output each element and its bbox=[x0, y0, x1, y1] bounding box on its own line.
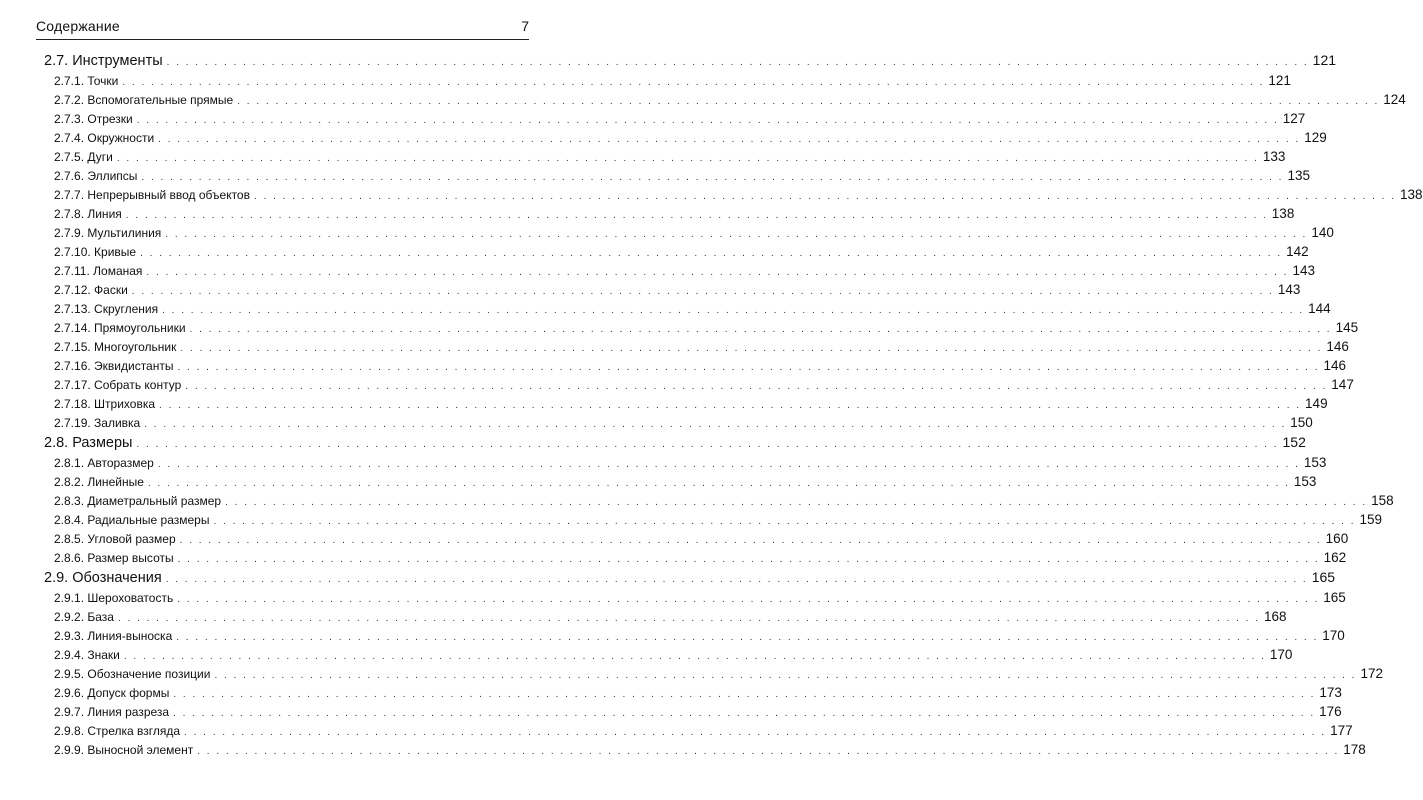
dot-leader: . . . . . . . . . . . . . . . . . . . . . . . . . . . . . . . . . . . . . . . . . . . . . . . . . . . . . . . . . . . . . . . . . . . . . . . . . . . . . . . . . . . . . . . . . . . . . . . . . . . . . . . . . . . . . . . . . . . . . . . . bbox=[177, 362, 1320, 373]
toc-entry-label: 2.9.1. Шероховатость bbox=[54, 591, 174, 605]
toc-entry-label: 2.9.6. Допуск формы bbox=[54, 686, 170, 700]
running-title: Содержание bbox=[36, 18, 120, 34]
toc-subsection-entry bbox=[0, 666, 1383, 685]
toc-entry-page: 129 bbox=[1304, 130, 1327, 145]
toc-entry-page: 160 bbox=[1325, 531, 1349, 546]
toc-subsection-entry bbox=[0, 282, 1301, 301]
toc-entry-page: 153 bbox=[1293, 474, 1317, 489]
dot-leader: . . . . . . . . . . . . . . . . . . . . . . . . . . . . . . . . . . . . . . . . . . . . . . . . . . . . . . . . . . . . . . . . . . . . . . . . . . . . . . . . . . . . . . . . . . . . . . . . . . . . . . . . . . . . . . . . . . . . . . . . bbox=[213, 516, 1356, 527]
toc-entry-label: 2.9.8. Стрелка взгляда bbox=[54, 724, 181, 738]
dot-leader: . . . . . . . . . . . . . . . . . . . . . . . . . . . . . . . . . . . . . . . . . . . . . . . . . . . . . . . . . . . . . . . . . . . . . . . . . . . . . . . . . . . . . . . . . . . . . . . . . . . . . . . . . . . . . . . . . . . . . . . . bbox=[147, 478, 1290, 489]
dot-leader: . . . . . . . . . . . . . . . . . . . . . . . . . . . . . . . . . . . . . . . . . . . . . . . . . . . . . . . . . . . . . . . . . . . . . . . . . . . . . . . . . . . . . . . . . . . . . . . . . . . . . . . . . . . . . . . . . . . . . . . . bbox=[225, 497, 1368, 508]
toc-entry-label: 2.7.14. Прямоугольники bbox=[54, 321, 186, 335]
toc-subsection-entry bbox=[0, 301, 1331, 320]
toc-entry-label: 2.9.4. Знаки bbox=[54, 648, 120, 662]
page-number: 7 bbox=[521, 18, 529, 34]
toc-entry-line bbox=[54, 149, 1286, 164]
toc-entry-label: 2.7. Инструменты bbox=[44, 53, 163, 69]
toc-entry-page: 172 bbox=[1360, 666, 1383, 681]
dot-leader: . . . . . . . . . . . . . . . . . . . . . . . . . . . . . . . . . . . . . . . . . . . . . . . . . . . . . . . . . . . . . . . . . . . . . . . . . . . . . . . . . . . . . . . . . . . . . . . . . . . . . . . . . . . . . . . . . . . . . . . . bbox=[214, 670, 1357, 681]
toc-entry-label: 2.7.18. Штриховка bbox=[54, 397, 156, 411]
toc-subsection-entry bbox=[0, 92, 1406, 111]
dot-leader: . . . . . . . . . . . . . . . . . . . . . . . . . . . . . . . . . . . . . . . . . . . . . . . . . . . . . . . . . . . . . . . . . . . . . . . . . . . . . . . . . . . . . . . . . . . . . . . . . . . . . . . . . . . . . . . . . . . . . . . . bbox=[166, 57, 1309, 68]
dot-leader: . . . . . . . . . . . . . . . . . . . . . . . . . . . . . . . . . . . . . . . . . . . . . . . . . . . . . . . . . . . . . . . . . . . . . . . . . . . . . . . . . . . . . . . . . . . . . . . . . . . . . . . . . . . . . . . . . . . . . . . . bbox=[179, 535, 1322, 546]
toc-subsection-entry bbox=[0, 455, 1327, 474]
toc-entry-line bbox=[54, 628, 1345, 643]
toc-entry-label: 2.8.6. Размер высоты bbox=[54, 551, 174, 565]
dot-leader: . . . . . . . . . . . . . . . . . . . . . . . . . . . . . . . . . . . . . . . . . . . . . . . . . . . . . . . . . . . . . . . . . . . . . . . . . . . . . . . . . . . . . . . . . . . . . . . . . . . . . . . . . . . . . . . . . . . . . . . . bbox=[184, 727, 1327, 738]
toc-entry-page: 165 bbox=[1311, 569, 1336, 585]
toc-entry-page: 149 bbox=[1305, 396, 1328, 411]
toc-section-entry bbox=[0, 434, 1306, 455]
toc-subsection-entry bbox=[0, 149, 1286, 168]
toc-entry-line bbox=[54, 73, 1291, 88]
toc-entry-page: 143 bbox=[1292, 263, 1315, 278]
toc-subsection-entry bbox=[0, 187, 1423, 206]
toc-entry-label: 2.8. Размеры bbox=[44, 435, 133, 451]
toc-subsection-entry bbox=[0, 628, 1345, 647]
toc-entry-line bbox=[54, 92, 1406, 107]
toc-entry-page: 159 bbox=[1359, 512, 1383, 527]
toc-entry-label: 2.8.2. Линейные bbox=[54, 475, 144, 489]
toc-subsection-entry bbox=[0, 512, 1383, 531]
toc-subsection-entry bbox=[0, 415, 1313, 434]
toc-subsection-entry bbox=[0, 474, 1317, 493]
toc-entry-line bbox=[54, 550, 1347, 565]
toc-section-entry bbox=[0, 52, 1337, 73]
toc-subsection-entry bbox=[0, 609, 1287, 628]
toc-entry-page: 146 bbox=[1323, 358, 1347, 373]
toc-subsection-entry bbox=[0, 723, 1353, 742]
toc-entry-line bbox=[54, 320, 1359, 335]
toc-entry-label: 2.7.19. Заливка bbox=[54, 416, 141, 430]
toc-entry-page: 170 bbox=[1269, 647, 1293, 662]
dot-leader: . . . . . . . . . . . . . . . . . . . . . . . . . . . . . . . . . . . . . . . . . . . . . . . . . . . . . . . . . . . . . . . . . . . . . . . . . . . . . . . . . . . . . . . . . . . . . . . . . . . . . . . . . . . . . . . . . . . . . . . . bbox=[159, 400, 1302, 411]
toc-entry-page: 145 bbox=[1335, 320, 1359, 335]
toc-entry-page: 173 bbox=[1319, 685, 1342, 700]
toc-entry-page: 127 bbox=[1282, 111, 1306, 126]
toc-subsection-entry bbox=[0, 358, 1347, 377]
toc-entry-page: 121 bbox=[1312, 52, 1337, 68]
toc-entry-label: 2.8.1. Авторазмер bbox=[54, 456, 154, 470]
toc-entry-page: 124 bbox=[1383, 92, 1406, 107]
page-header bbox=[36, 14, 529, 40]
dot-leader: . . . . . . . . . . . . . . . . . . . . . . . . . . . . . . . . . . . . . . . . . . . . . . . . . . . . . . . . . . . . . . . . . . . . . . . . . . . . . . . . . . . . . . . . . . . . . . . . . . . . . . . . . . . . . . . . . . . . . . . . bbox=[122, 77, 1265, 88]
toc-entry-line bbox=[54, 377, 1354, 392]
toc-entry-line bbox=[54, 512, 1383, 527]
toc-entry-page: 165 bbox=[1323, 590, 1346, 605]
toc-entry-label: 2.7.4. Окружности bbox=[54, 131, 155, 145]
dot-leader: . . . . . . . . . . . . . . . . . . . . . . . . . . . . . . . . . . . . . . . . . . . . . . . . . . . . . . . . . . . . . . . . . . . . . . . . . . . . . . . . . . . . . . . . . . . . . . . . . . . . . . . . . . . . . . . . . . . . . . . . bbox=[117, 613, 1260, 624]
dot-leader: . . . . . . . . . . . . . . . . . . . . . . . . . . . . . . . . . . . . . . . . . . . . . . . . . . . . . . . . . . . . . . . . . . . . . . . . . . . . . . . . . . . . . . . . . . . . . . . . . . . . . . . . . . . . . . . . . . . . . . . . bbox=[237, 96, 1380, 107]
dot-leader: . . . . . . . . . . . . . . . . . . . . . . . . . . . . . . . . . . . . . . . . . . . . . . . . . . . . . . . . . . . . . . . . . . . . . . . . . . . . . . . . . . . . . . . . . . . . . . . . . . . . . . . . . . . . . . . . . . . . . . . . bbox=[141, 172, 1284, 183]
toc-entry-page: 133 bbox=[1262, 149, 1286, 164]
toc-entry-line bbox=[54, 493, 1394, 508]
toc-entry-label: 2.9.9. Выносной элемент bbox=[54, 743, 194, 757]
toc-subsection-entry bbox=[0, 531, 1349, 550]
toc-entry-label: 2.7.8. Линия bbox=[54, 207, 122, 221]
toc-entry-line bbox=[54, 187, 1423, 202]
toc-entry-line bbox=[54, 244, 1309, 259]
toc-entry-line bbox=[54, 685, 1342, 700]
dot-leader: . . . . . . . . . . . . . . . . . . . . . . . . . . . . . . . . . . . . . . . . . . . . . . . . . . . . . . . . . . . . . . . . . . . . . . . . . . . . . . . . . . . . . . . . . . . . . . . . . . . . . . . . . . . . . . . . . . . . . . . . bbox=[197, 746, 1340, 757]
toc-entry-line bbox=[54, 742, 1366, 757]
toc-entry-page: 140 bbox=[1311, 225, 1334, 240]
toc-entry-line bbox=[54, 206, 1295, 221]
toc-entry-label: 2.7.9. Мультилиния bbox=[54, 226, 162, 240]
toc-entry-label: 2.7.6. Эллипсы bbox=[54, 169, 138, 183]
toc-entry-label: 2.8.4. Радиальные размеры bbox=[54, 513, 210, 527]
toc-entry-label: 2.8.5. Угловой размер bbox=[54, 532, 176, 546]
toc-entry-line bbox=[44, 52, 1337, 69]
dot-leader: . . . . . . . . . . . . . . . . . . . . . . . . . . . . . . . . . . . . . . . . . . . . . . . . . . . . . . . . . . . . . . . . . . . . . . . . . . . . . . . . . . . . . . . . . . . . . . . . . . . . . . . . . . . . . . . . . . . . . . . . bbox=[123, 651, 1266, 662]
toc-entry-label: 2.7.15. Многоугольник bbox=[54, 340, 177, 354]
toc-entry-line bbox=[54, 358, 1347, 373]
toc-entry-page: 162 bbox=[1323, 550, 1347, 565]
toc-entry-page: 135 bbox=[1287, 168, 1310, 183]
toc-entry-label: 2.9.7. Линия разреза bbox=[54, 705, 170, 719]
toc-entry-label: 2.9.3. Линия-выноска bbox=[54, 629, 173, 643]
dot-leader: . . . . . . . . . . . . . . . . . . . . . . . . . . . . . . . . . . . . . . . . . . . . . . . . . . . . . . . . . . . . . . . . . . . . . . . . . . . . . . . . . . . . . . . . . . . . . . . . . . . . . . . . . . . . . . . . . . . . . . . . bbox=[116, 153, 1259, 164]
toc-entry-page: 143 bbox=[1277, 282, 1301, 297]
toc-entry-page: 138 bbox=[1400, 187, 1423, 202]
toc-subsection-entry bbox=[0, 590, 1346, 609]
toc-subsection-entry bbox=[0, 263, 1315, 282]
toc-subsection-entry bbox=[0, 493, 1394, 512]
dot-leader: . . . . . . . . . . . . . . . . . . . . . . . . . . . . . . . . . . . . . . . . . . . . . . . . . . . . . . . . . . . . . . . . . . . . . . . . . . . . . . . . . . . . . . . . . . . . . . . . . . . . . . . . . . . . . . . . . . . . . . . . bbox=[189, 324, 1332, 335]
toc-entry-label: 2.9.2. База bbox=[54, 610, 114, 624]
dot-leader: . . . . . . . . . . . . . . . . . . . . . . . . . . . . . . . . . . . . . . . . . . . . . . . . . . . . . . . . . . . . . . . . . . . . . . . . . . . . . . . . . . . . . . . . . . . . . . . . . . . . . . . . . . . . . . . . . . . . . . . . bbox=[173, 689, 1316, 700]
dot-leader: . . . . . . . . . . . . . . . . . . . . . . . . . . . . . . . . . . . . . . . . . . . . . . . . . . . . . . . . . . . . . . . . . . . . . . . . . . . . . . . . . . . . . . . . . . . . . . . . . . . . . . . . . . . . . . . . . . . . . . . . bbox=[144, 419, 1287, 430]
toc-entry-label: 2.7.17. Собрать контур bbox=[54, 378, 182, 392]
toc-subsection-entry bbox=[0, 244, 1309, 263]
toc-entry-label: 2.9.5. Обозначение позиции bbox=[54, 667, 211, 681]
toc-entry-line bbox=[44, 434, 1306, 451]
toc-entry-line bbox=[54, 647, 1293, 662]
dot-leader: . . . . . . . . . . . . . . . . . . . . . . . . . . . . . . . . . . . . . . . . . . . . . . . . . . . . . . . . . . . . . . . . . . . . . . . . . . . . . . . . . . . . . . . . . . . . . . . . . . . . . . . . . . . . . . . . . . . . . . . . bbox=[162, 305, 1305, 316]
toc-entry-line bbox=[54, 225, 1334, 240]
dot-leader: . . . . . . . . . . . . . . . . . . . . . . . . . . . . . . . . . . . . . . . . . . . . . . . . . . . . . . . . . . . . . . . . . . . . . . . . . . . . . . . . . . . . . . . . . . . . . . . . . . . . . . . . . . . . . . . . . . . . . . . . bbox=[157, 459, 1300, 470]
toc-entry-line bbox=[44, 569, 1336, 586]
toc-entry-page: 168 bbox=[1263, 609, 1287, 624]
toc-entry-line bbox=[54, 609, 1287, 624]
toc-subsection-entry bbox=[0, 130, 1327, 149]
toc-entry-label: 2.7.2. Вспомогательные прямые bbox=[54, 93, 234, 107]
toc-entry-line bbox=[54, 474, 1317, 489]
toc-entry-page: 177 bbox=[1330, 723, 1353, 738]
toc-entry-page: 138 bbox=[1271, 206, 1295, 221]
toc-entry-line bbox=[54, 339, 1349, 354]
toc-entry-page: 146 bbox=[1326, 339, 1349, 354]
toc-entry-label: 2.7.1. Точки bbox=[54, 74, 119, 88]
toc-entry-line bbox=[54, 130, 1327, 145]
toc-entry-page: 178 bbox=[1343, 742, 1366, 757]
toc-entry-label: 2.7.13. Скругления bbox=[54, 302, 159, 316]
toc-entry-line bbox=[54, 704, 1342, 719]
toc-subsection-entry bbox=[0, 339, 1349, 358]
toc-subsection-entry bbox=[0, 704, 1342, 723]
dot-leader: . . . . . . . . . . . . . . . . . . . . . . . . . . . . . . . . . . . . . . . . . . . . . . . . . . . . . . . . . . . . . . . . . . . . . . . . . . . . . . . . . . . . . . . . . . . . . . . . . . . . . . . . . . . . . . . . . . . . . . . . bbox=[253, 191, 1397, 202]
toc-entry-page: 150 bbox=[1290, 415, 1313, 430]
toc-entry-label: 2.7.12. Фаски bbox=[54, 283, 128, 297]
dot-leader: . . . . . . . . . . . . . . . . . . . . . . . . . . . . . . . . . . . . . . . . . . . . . . . . . . . . . . . . . . . . . . . . . . . . . . . . . . . . . . . . . . . . . . . . . . . . . . . . . . . . . . . . . . . . . . . . . . . . . . . . bbox=[165, 229, 1308, 240]
toc-entry-label: 2.7.11. Ломаная bbox=[54, 264, 143, 278]
toc-entry-line bbox=[54, 168, 1310, 183]
dot-leader: . . . . . . . . . . . . . . . . . . . . . . . . . . . . . . . . . . . . . . . . . . . . . . . . . . . . . . . . . . . . . . . . . . . . . . . . . . . . . . . . . . . . . . . . . . . . . . . . . . . . . . . . . . . . . . . . . . . . . . . . bbox=[185, 381, 1328, 392]
toc-entry-page: 144 bbox=[1308, 301, 1331, 316]
toc-entry-label: 2.9. Обозначения bbox=[44, 570, 162, 586]
toc-entry-line bbox=[54, 455, 1327, 470]
toc-subsection-entry bbox=[0, 73, 1291, 92]
header-rule bbox=[36, 39, 529, 40]
toc-section-entry bbox=[0, 569, 1336, 590]
toc-entry-line bbox=[54, 531, 1349, 546]
toc-entry-page: 152 bbox=[1282, 434, 1306, 450]
dot-leader: . . . . . . . . . . . . . . . . . . . . . . . . . . . . . . . . . . . . . . . . . . . . . . . . . . . . . . . . . . . . . . . . . . . . . . . . . . . . . . . . . . . . . . . . . . . . . . . . . . . . . . . . . . . . . . . . . . . . . . . . bbox=[173, 708, 1316, 719]
dot-leader: . . . . . . . . . . . . . . . . . . . . . . . . . . . . . . . . . . . . . . . . . . . . . . . . . . . . . . . . . . . . . . . . . . . . . . . . . . . . . . . . . . . . . . . . . . . . . . . . . . . . . . . . . . . . . . . . . . . . . . . . bbox=[180, 343, 1323, 354]
toc-entry-line bbox=[54, 301, 1331, 316]
toc-entry-line bbox=[54, 282, 1301, 297]
dot-leader: . . . . . . . . . . . . . . . . . . . . . . . . . . . . . . . . . . . . . . . . . . . . . . . . . . . . . . . . . . . . . . . . . . . . . . . . . . . . . . . . . . . . . . . . . . . . . . . . . . . . . . . . . . . . . . . . . . . . . . . . bbox=[125, 210, 1268, 221]
dot-leader: . . . . . . . . . . . . . . . . . . . . . . . . . . . . . . . . . . . . . . . . . . . . . . . . . . . . . . . . . . . . . . . . . . . . . . . . . . . . . . . . . . . . . . . . . . . . . . . . . . . . . . . . . . . . . . . . . . . . . . . . bbox=[131, 286, 1274, 297]
table-of-contents bbox=[0, 52, 1423, 761]
toc-entry-page: 142 bbox=[1286, 244, 1309, 259]
toc-entry-line bbox=[54, 666, 1383, 681]
toc-entry-page: 170 bbox=[1322, 628, 1345, 643]
toc-subsection-entry bbox=[0, 377, 1354, 396]
toc-entry-label: 2.7.7. Непрерывный ввод объектов bbox=[54, 188, 250, 202]
dot-leader: . . . . . . . . . . . . . . . . . . . . . . . . . . . . . . . . . . . . . . . . . . . . . . . . . . . . . . . . . . . . . . . . . . . . . . . . . . . . . . . . . . . . . . . . . . . . . . . . . . . . . . . . . . . . . . . . . . . . . . . . bbox=[136, 439, 1279, 450]
toc-entry-page: 147 bbox=[1331, 377, 1354, 392]
toc-entry-line bbox=[54, 396, 1328, 411]
toc-entry-label: 2.7.3. Отрезки bbox=[54, 112, 133, 126]
toc-subsection-entry bbox=[0, 550, 1347, 569]
toc-subsection-entry bbox=[0, 206, 1295, 225]
toc-subsection-entry bbox=[0, 111, 1306, 130]
dot-leader: . . . . . . . . . . . . . . . . . . . . . . . . . . . . . . . . . . . . . . . . . . . . . . . . . . . . . . . . . . . . . . . . . . . . . . . . . . . . . . . . . . . . . . . . . . . . . . . . . . . . . . . . . . . . . . . . . . . . . . . . bbox=[136, 115, 1279, 126]
toc-subsection-entry bbox=[0, 742, 1366, 761]
dot-leader: . . . . . . . . . . . . . . . . . . . . . . . . . . . . . . . . . . . . . . . . . . . . . . . . . . . . . . . . . . . . . . . . . . . . . . . . . . . . . . . . . . . . . . . . . . . . . . . . . . . . . . . . . . . . . . . . . . . . . . . . bbox=[177, 554, 1320, 565]
dot-leader: . . . . . . . . . . . . . . . . . . . . . . . . . . . . . . . . . . . . . . . . . . . . . . . . . . . . . . . . . . . . . . . . . . . . . . . . . . . . . . . . . . . . . . . . . . . . . . . . . . . . . . . . . . . . . . . . . . . . . . . . bbox=[146, 267, 1289, 278]
toc-subsection-entry bbox=[0, 320, 1359, 339]
dot-leader: . . . . . . . . . . . . . . . . . . . . . . . . . . . . . . . . . . . . . . . . . . . . . . . . . . . . . . . . . . . . . . . . . . . . . . . . . . . . . . . . . . . . . . . . . . . . . . . . . . . . . . . . . . . . . . . . . . . . . . . . bbox=[165, 574, 1308, 585]
toc-entry-line bbox=[54, 263, 1315, 278]
toc-entry-line bbox=[54, 590, 1346, 605]
dot-leader: . . . . . . . . . . . . . . . . . . . . . . . . . . . . . . . . . . . . . . . . . . . . . . . . . . . . . . . . . . . . . . . . . . . . . . . . . . . . . . . . . . . . . . . . . . . . . . . . . . . . . . . . . . . . . . . . . . . . . . . . bbox=[140, 248, 1283, 259]
toc-entry-label: 2.7.10. Кривые bbox=[54, 245, 137, 259]
toc-subsection-entry bbox=[0, 685, 1342, 704]
toc-entry-label: 2.7.5. Дуги bbox=[54, 150, 113, 164]
toc-entry-line bbox=[54, 723, 1353, 738]
dot-leader: . . . . . . . . . . . . . . . . . . . . . . . . . . . . . . . . . . . . . . . . . . . . . . . . . . . . . . . . . . . . . . . . . . . . . . . . . . . . . . . . . . . . . . . . . . . . . . . . . . . . . . . . . . . . . . . . . . . . . . . . bbox=[158, 134, 1301, 145]
toc-subsection-entry bbox=[0, 647, 1293, 666]
toc-subsection-entry bbox=[0, 396, 1328, 415]
toc-entry-page: 121 bbox=[1268, 73, 1291, 88]
toc-entry-line bbox=[54, 111, 1306, 126]
dot-leader: . . . . . . . . . . . . . . . . . . . . . . . . . . . . . . . . . . . . . . . . . . . . . . . . . . . . . . . . . . . . . . . . . . . . . . . . . . . . . . . . . . . . . . . . . . . . . . . . . . . . . . . . . . . . . . . . . . . . . . . . bbox=[177, 594, 1320, 605]
dot-leader: . . . . . . . . . . . . . . . . . . . . . . . . . . . . . . . . . . . . . . . . . . . . . . . . . . . . . . . . . . . . . . . . . . . . . . . . . . . . . . . . . . . . . . . . . . . . . . . . . . . . . . . . . . . . . . . . . . . . . . . . bbox=[176, 632, 1319, 643]
toc-entry-line bbox=[54, 415, 1313, 430]
toc-entry-page: 153 bbox=[1303, 455, 1327, 470]
toc-entry-page: 158 bbox=[1371, 493, 1394, 508]
toc-entry-page: 176 bbox=[1319, 704, 1342, 719]
toc-entry-label: 2.8.3. Диаметральный размер bbox=[54, 494, 222, 508]
toc-subsection-entry bbox=[0, 225, 1334, 244]
toc-entry-label: 2.7.16. Эквидистанты bbox=[54, 359, 174, 373]
toc-subsection-entry bbox=[0, 168, 1310, 187]
